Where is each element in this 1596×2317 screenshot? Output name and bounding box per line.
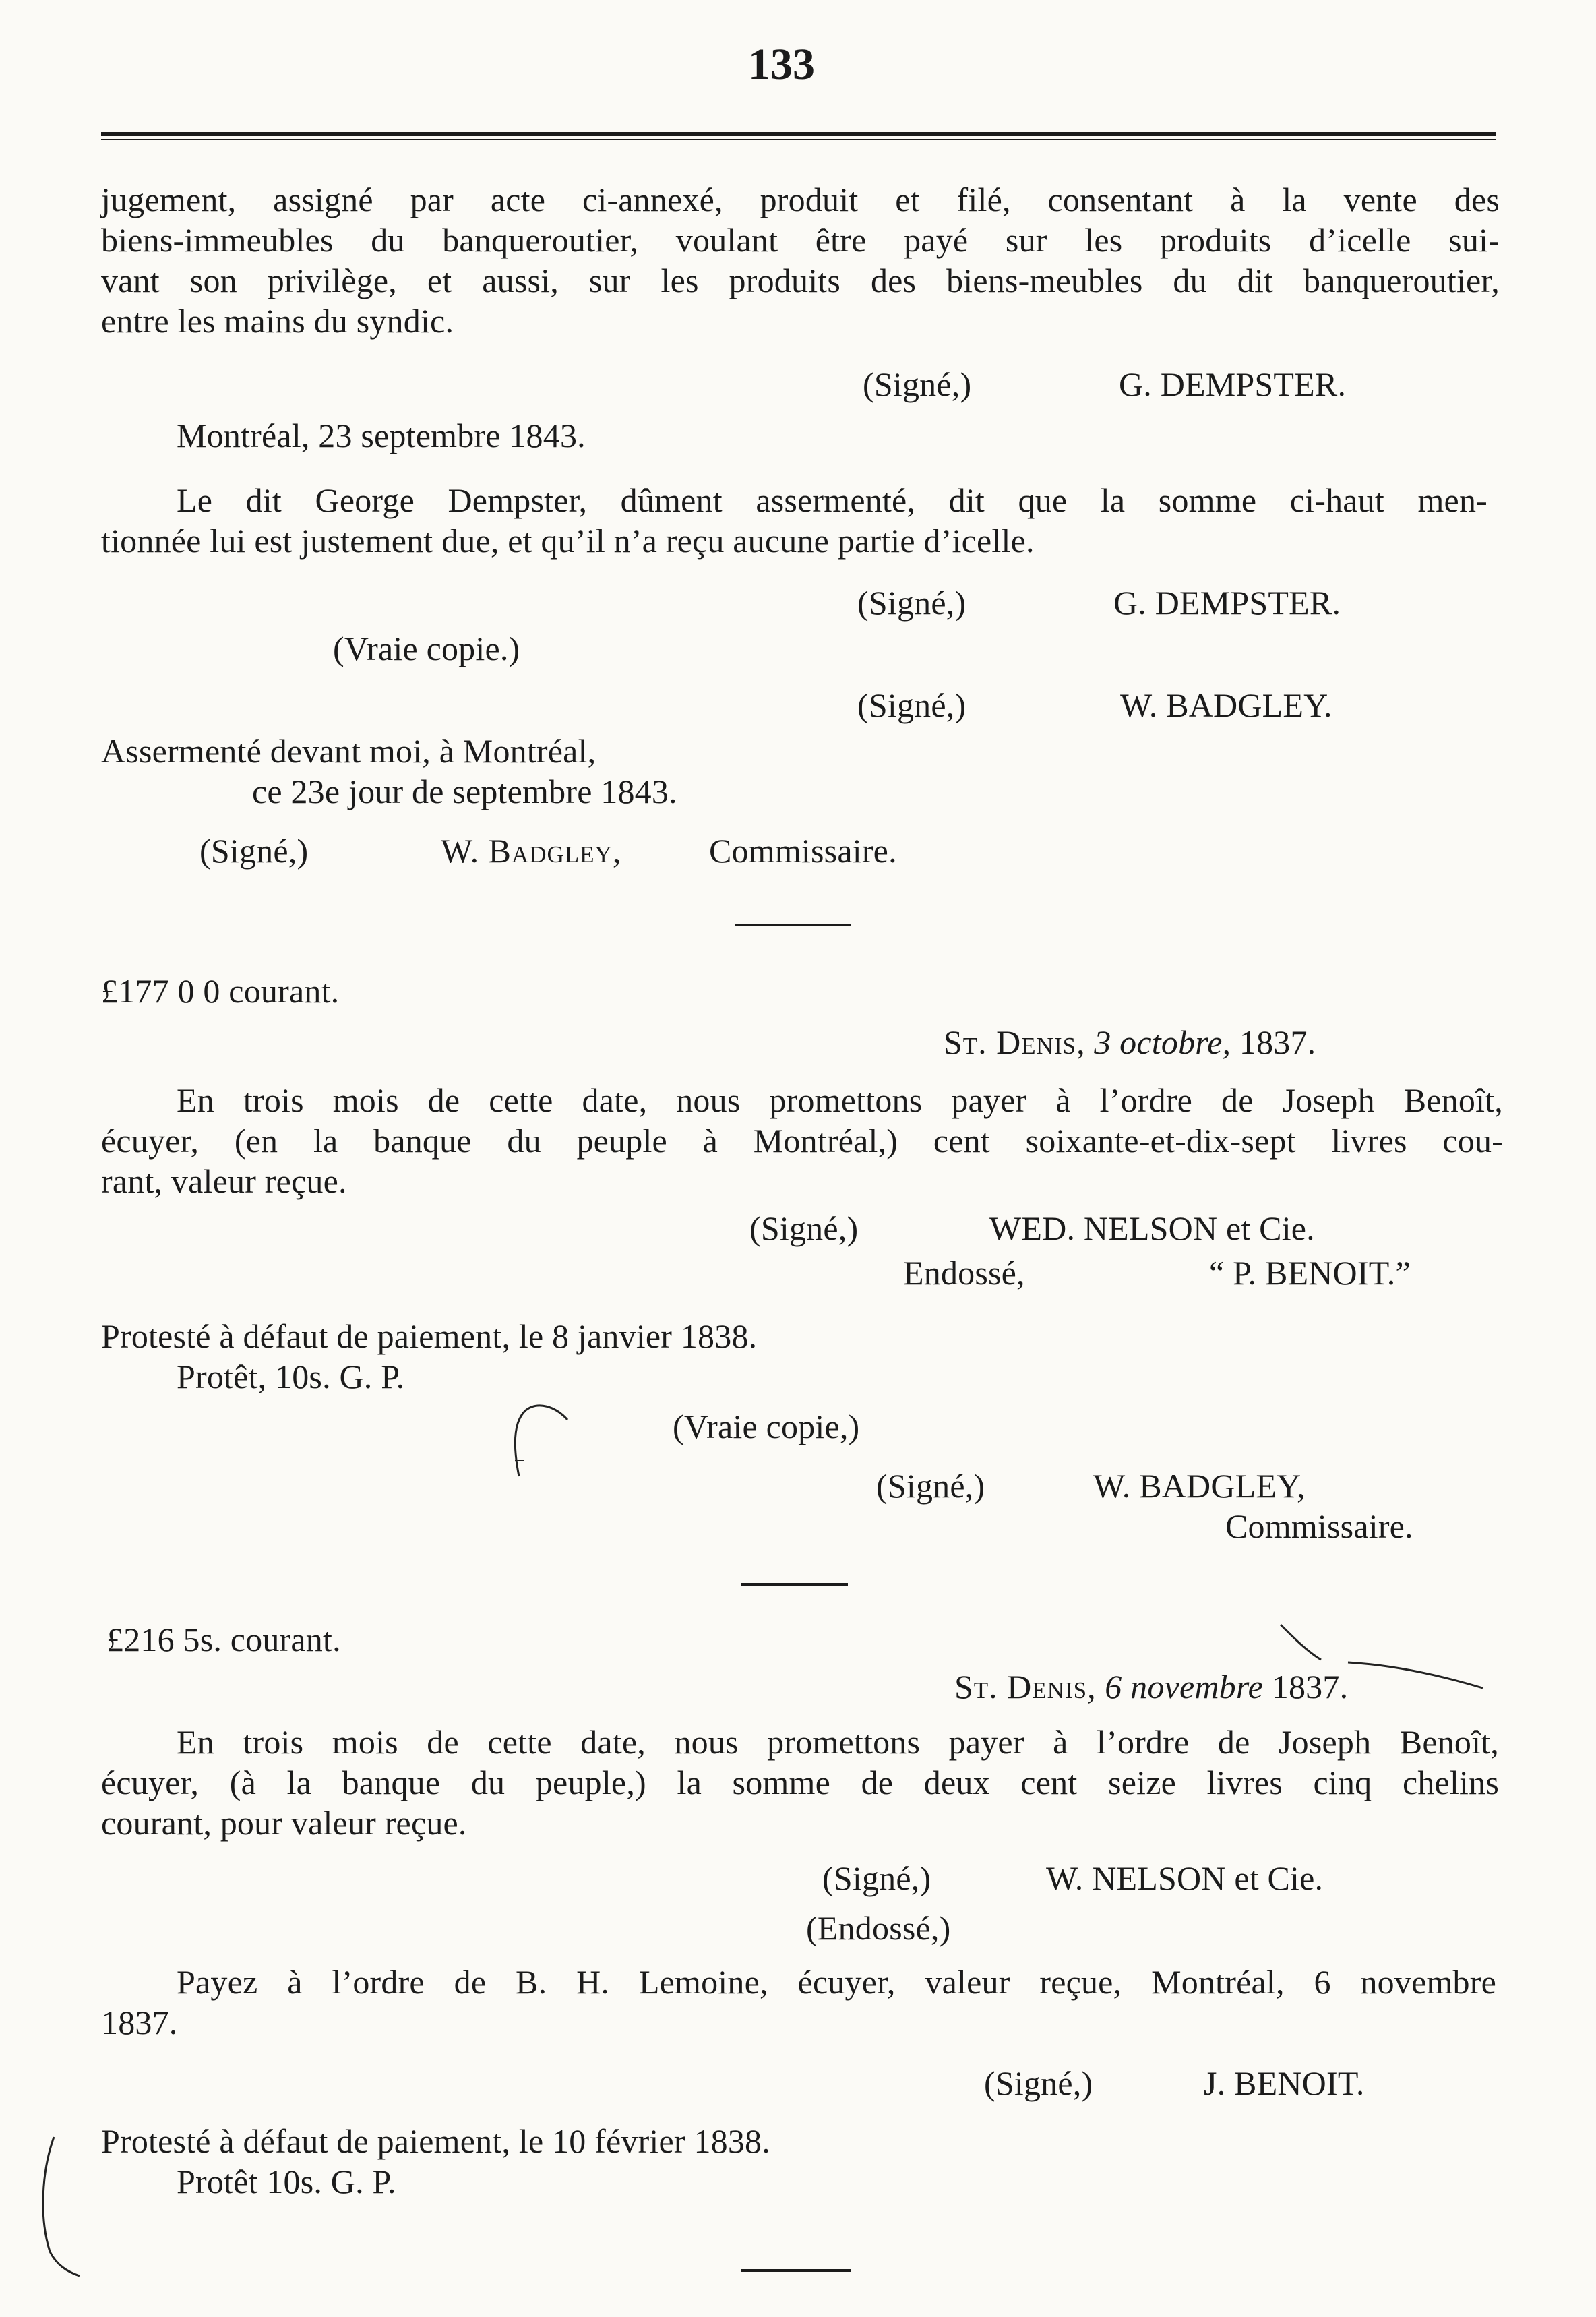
signature-label: (Signé,) [200, 832, 309, 870]
signature-title: Commissaire. [1225, 1507, 1413, 1545]
note-date: 6 novembre [1105, 1668, 1264, 1706]
true-copy-label: (Vraie copie,) [673, 1408, 860, 1445]
header-rule-thick [101, 132, 1496, 136]
signature-label: (Signé,) [822, 1859, 931, 1897]
protest-line: Protesté à défaut de paiement, le 8 janvier 1838. [101, 1317, 758, 1355]
note-amount: £177 0 0 courant. [101, 972, 340, 1010]
note-body-line: En trois mois de cette date, nous promettons payer à l’ordre de Joseph Benoît, [177, 1081, 1503, 1119]
note-year: 1837. [1271, 1668, 1349, 1706]
handwritten-mark [499, 1395, 580, 1490]
block1-line: biens-immeubles du banqueroutier, voulant être payé sur les produits d’icelle sui- [101, 221, 1500, 259]
note-place: St. Denis, [944, 1023, 1086, 1061]
note-body-line: écuyer, (à la banque du peuple,) la somme de deux cent seize livres cinq chelins [101, 1764, 1499, 1801]
signature-name: J. BENOIT. [1204, 2064, 1365, 2102]
endorse-label: Endossé, [903, 1254, 1025, 1292]
signature-title: Commissaire. [709, 832, 897, 870]
signature-label: (Signé,) [863, 365, 972, 403]
note-place: St. Denis, [954, 1668, 1097, 1706]
block1-line: jugement, assigné par acte ci-annexé, produit et filé, consentant à la vente des [101, 181, 1500, 218]
margin-bracket-mark [27, 2124, 88, 2285]
signature-label: (Signé,) [876, 1467, 985, 1505]
signature-label: (Signé,) [857, 584, 966, 622]
section-separator [735, 924, 851, 926]
endorse-label: (Endossé,) [806, 1909, 951, 1947]
protest-fee: Protêt, 10s. G. P. [177, 1358, 405, 1395]
note-body-line: courant, pour valeur reçue. [101, 1804, 467, 1842]
signature-name: W. Badgley, [441, 832, 622, 870]
signature-name: W. BADGLEY, [1093, 1467, 1306, 1505]
protest-line: Protesté à défaut de paiement, le 10 février 1838. [101, 2122, 770, 2160]
signature-firm: W. NELSON [1046, 1859, 1226, 1897]
oath-line: tionnée lui est justement due, et qu’il n’a reçu aucune partie d’icelle. [101, 522, 1035, 560]
signature-label: (Signé,) [857, 686, 966, 724]
signature-firm: WED. NELSON [989, 1209, 1218, 1247]
note-year: 1837. [1239, 1023, 1316, 1061]
signature-label: (Signé,) [984, 2064, 1093, 2102]
note-place-date [944, 1022, 1316, 1062]
date-line: Montréal, 23 septembre 1843. [177, 417, 586, 454]
oath-line: Le dit George Dempster, dûment assermenté, dit que la somme ci-haut men- [177, 481, 1487, 519]
true-copy-label: (Vraie copie.) [333, 630, 520, 667]
endorse-name: “ P. BENOIT.” [1209, 1254, 1411, 1292]
note-body-line: En trois mois de cette date, nous promettons payer à l’ordre de Joseph Benoît, [177, 1723, 1499, 1761]
section-separator [741, 2269, 851, 2272]
pay-order-line: Payez à l’ordre de B. H. Lemoine, écuyer, valeur reçue, Montréal, 6 novembre [177, 1963, 1496, 2001]
pay-order-line: 1837. [101, 2004, 178, 2041]
note-body-line: rant, valeur reçue. [101, 1162, 347, 1200]
signature-suffix: et Cie. [1234, 1859, 1324, 1897]
signature-name: G. DEMPSTER. [1119, 365, 1347, 403]
signature-label: (Signé,) [749, 1209, 859, 1247]
note-date: 3 octobre, [1094, 1023, 1231, 1061]
note-body-line: écuyer, (en la banque du peuple à Montréal,) cent soixante-et-dix-sept livres cou- [101, 1122, 1503, 1160]
signature-suffix: et Cie. [1225, 1209, 1315, 1247]
signature-name: W. BADGLEY. [1120, 686, 1332, 724]
sworn-line: Assermenté devant moi, à Montréal, [101, 732, 596, 770]
note-amount: £216 5s. courant. [106, 1621, 341, 1658]
signature-name [1046, 1858, 1323, 1898]
protest-fee: Protêt 10s. G. P. [177, 2163, 396, 2200]
block1-line: vant son privilège, et aussi, sur les produits des biens-meubles du dit banqueroutier, [101, 262, 1500, 299]
pen-flourish [1267, 1618, 1510, 1699]
block1-line: entre les mains du syndic. [101, 302, 454, 340]
section-separator [741, 1583, 848, 1586]
sworn-line: ce 23e jour de septembre 1843. [252, 773, 677, 810]
header-rule-thin [101, 139, 1496, 140]
page-number: 133 [748, 40, 815, 89]
signature-name [989, 1208, 1315, 1248]
signature-name: G. DEMPSTER. [1113, 584, 1341, 622]
